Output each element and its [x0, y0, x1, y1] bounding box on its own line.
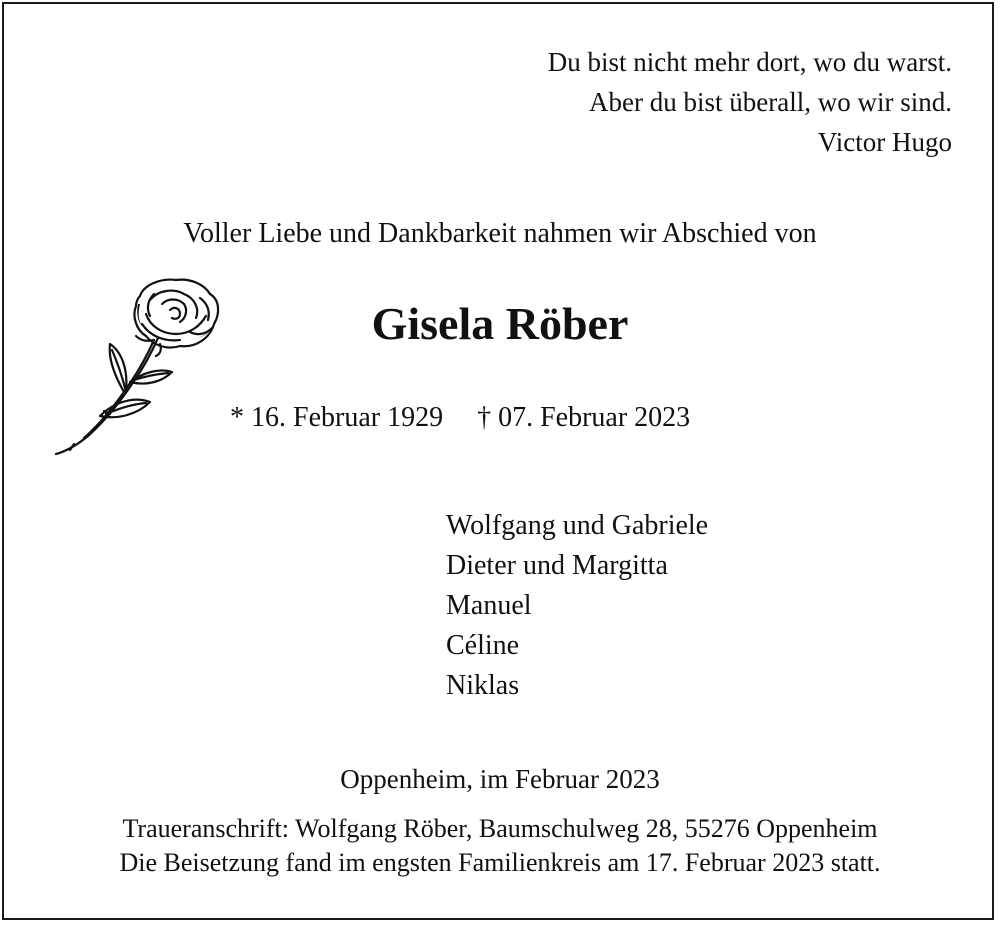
- death-date: † 07. Februar 2023: [477, 402, 691, 433]
- family-member: Céline: [446, 630, 520, 661]
- quote-line: Aber du bist überall, wo wir sind.: [589, 87, 952, 117]
- quote-author: Victor Hugo: [817, 127, 952, 157]
- deceased-name: Gisela Röber: [371, 298, 629, 349]
- family-member: Wolfgang und Gabriele: [446, 510, 709, 541]
- family-member: Dieter und Margitta: [446, 550, 668, 581]
- burial-note: Die Beisetzung fand im engsten Familienkreis am 17. Februar 2023 statt.: [119, 848, 881, 877]
- family-member: Manuel: [446, 590, 532, 621]
- family-list: [446, 506, 708, 706]
- place-date: Oppenheim, im Februar 2023: [340, 764, 660, 794]
- quote-line: Du bist nicht mehr dort, wo du warst.: [547, 47, 952, 77]
- mourning-address: Traueranschrift: Wolfgang Röber, Baumschulweg 28, 55276 Oppenheim: [122, 814, 878, 843]
- intro-text: Voller Liebe und Dankbarkeit nahmen wir Abschied von: [183, 218, 817, 249]
- birth-date: * 16. Februar 1929: [230, 402, 444, 433]
- quote: [548, 42, 952, 122]
- family-member: Niklas: [446, 670, 520, 701]
- life-dates: [230, 398, 690, 438]
